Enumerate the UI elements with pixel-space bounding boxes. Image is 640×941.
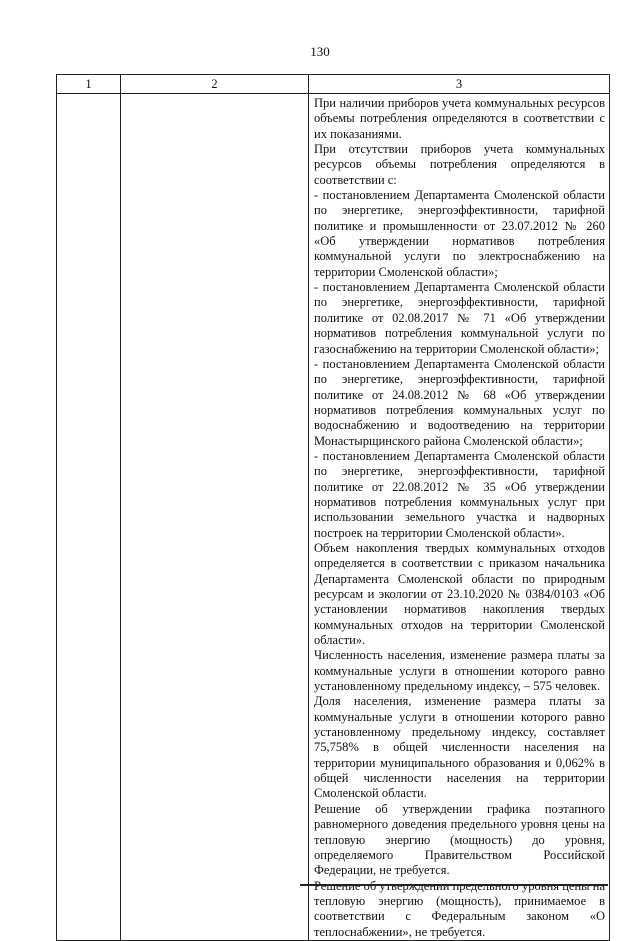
- table-row: [57, 94, 610, 941]
- paragraph: тепловую энергию (мощность), принимаемое в соответствии с Федеральным законом «О теплоснабжении», не требуется.: [314, 893, 605, 939]
- column-header-3: 3: [309, 75, 610, 94]
- paragraph: Доля населения, изменение размера платы за коммунальные услуги в отношении которого равно установленному предельному индексу, составляет 75,758% в общей численности населения на территории муниципального образования и 0,062% в общей численности населения на территории Смоленской области.: [314, 694, 605, 801]
- paragraph: - постановлением Департамента Смоленской области по энергетике, энергоэффективности, тарифной политике от 02.08.2017 № 71 «Об утверждении нормативов потребления коммунальной услуги по газоснабжению на территории Смоленской области»;: [314, 280, 605, 356]
- cell-column-1: [57, 94, 121, 941]
- table-header-row: [57, 75, 610, 94]
- footer-rule: [300, 884, 608, 886]
- paragraph: При наличии приборов учета коммунальных ресурсов объемы потребления определяются в соответствии с их показаниями.: [314, 96, 605, 141]
- paragraph: Объем накопления твердых коммунальных отходов определяется в соответствии с приказом начальника Департамента Смоленской области по природным ресурсам и экологии от 23.10.2020 № 0384/0103 «Об установлении нормативов накопления твердых коммунальных отходов на территории Смоленской области».: [314, 540, 605, 648]
- paragraph: - постановлением Департамента Смоленской области по энергетике, энергоэффективности, тарифной политике от 22.08.2012 № 35 «Об утверждении нормативов потребления коммунальных услуг при использовании земельного участка и надворных построек на территории Смоленской области».: [314, 448, 605, 540]
- column-header-1: 1: [57, 75, 121, 94]
- paragraph: - постановлением Департамента Смоленской области по энергетике, энергоэффективности, тарифной политике от 24.08.2012 № 68 «Об утверждении нормативов потребления коммунальных услуг по водоснабжению и водоотведению на территории Монастырщинского района Смоленской области»;: [314, 356, 605, 448]
- document-table: [56, 74, 610, 941]
- cell-column-2: [121, 94, 309, 941]
- paragraph: При отсутствии приборов учета коммунальных ресурсов объемы потребления определяются в соответствии с:: [314, 142, 605, 187]
- page-number: 130: [310, 44, 330, 59]
- column-header-2: 2: [121, 75, 309, 94]
- cell-column-3: [309, 94, 610, 941]
- paragraph: Численность населения, изменение размера платы за коммунальные услуги в отношении которого равно установленному предельному индексу, – 575 человек.: [314, 648, 605, 694]
- paragraph: - постановлением Департамента Смоленской области по энергетике, энергоэффективности, тарифной политике и промышленности от 23.07.2012 № 260 «Об утверждении нормативов потребления коммунальной услуги по электроснабжению на территории Смоленской области»;: [314, 188, 605, 279]
- cell-content: [309, 94, 609, 940]
- paragraph: Решение об утверждении графика поэтапного равномерного доведения предельного уровня цены на тепловую энергию (мощность) до уровня, определяемого Правительством Российской Федерации, не требуется.: [314, 801, 605, 878]
